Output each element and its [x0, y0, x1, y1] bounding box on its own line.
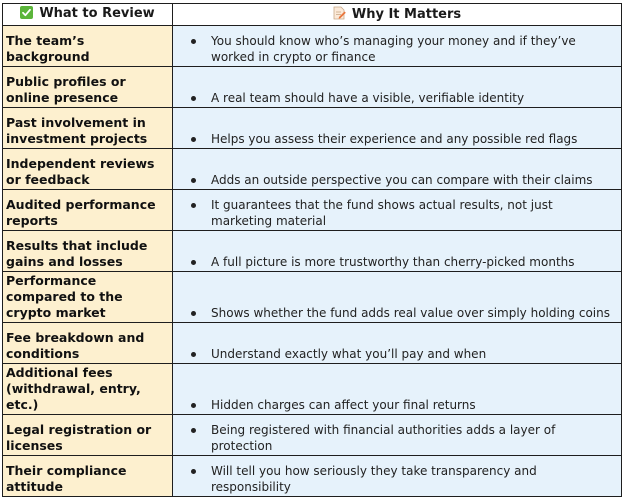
review-item: Results that include gains and losses	[3, 231, 173, 272]
reason-cell	[173, 323, 622, 364]
table-row	[3, 231, 622, 272]
table-row	[3, 190, 622, 231]
header-why-it-matters	[173, 4, 622, 26]
reason-text: Helps you assess their experience and any possible red flags	[211, 131, 617, 147]
review-table	[2, 3, 622, 497]
reason-text: Understand exactly what you’ll pay and when	[211, 346, 617, 362]
header-label: Why It Matters	[351, 6, 462, 22]
review-item: Fee breakdown and conditions	[3, 323, 173, 364]
reason-cell	[173, 231, 622, 272]
reason-text: Will tell you how seriously they take transparency and responsibility	[211, 463, 617, 495]
reason-cell	[173, 456, 622, 497]
reason-text: A full picture is more trustworthy than cherry-picked months	[211, 254, 617, 270]
reason-text: You should know who’s managing your money and if they’ve worked in crypto or finance	[211, 33, 617, 65]
table-row	[3, 364, 622, 415]
table-row	[3, 108, 622, 149]
reason-cell	[173, 108, 622, 149]
reason-text: A real team should have a visible, verifiable identity	[211, 90, 617, 106]
reason-text: It guarantees that the fund shows actual results, not just marketing material	[211, 197, 617, 229]
header-label: What to Review	[39, 6, 155, 21]
reason-text: Hidden charges can affect your final returns	[211, 397, 617, 413]
review-item: Performance compared to the crypto market	[3, 272, 173, 323]
reason-cell	[173, 415, 622, 456]
memo-pencil-icon	[333, 6, 346, 24]
reason-cell	[173, 67, 622, 108]
review-item: Audited performance reports	[3, 190, 173, 231]
header-row	[3, 4, 622, 26]
review-item: Legal registration or licenses	[3, 415, 173, 456]
table-row	[3, 456, 622, 497]
review-item: Their compliance attitude	[3, 456, 173, 497]
reason-text: Adds an outside perspective you can compare with their claims	[211, 172, 617, 188]
review-item: Independent reviews or feedback	[3, 149, 173, 190]
reason-cell	[173, 26, 622, 67]
reason-text: Being registered with financial authorities adds a layer of protection	[211, 422, 617, 454]
table-row	[3, 415, 622, 456]
review-item: Past involvement in investment projects	[3, 108, 173, 149]
reason-cell	[173, 190, 622, 231]
reason-cell	[173, 272, 622, 323]
header-what-to-review	[3, 4, 173, 26]
review-item: Public profiles or online presence	[3, 67, 173, 108]
reason-cell	[173, 149, 622, 190]
table-row	[3, 149, 622, 190]
review-item: Additional fees (withdrawal, entry, etc.)	[3, 364, 173, 415]
table-row	[3, 272, 622, 323]
review-item: The team’s background	[3, 26, 173, 67]
table-row	[3, 323, 622, 364]
reason-text: Shows whether the fund adds real value over simply holding coins	[211, 305, 617, 321]
table-row	[3, 26, 622, 67]
table-row	[3, 67, 622, 108]
reason-cell	[173, 364, 622, 415]
check-mark-box-icon	[20, 6, 33, 23]
